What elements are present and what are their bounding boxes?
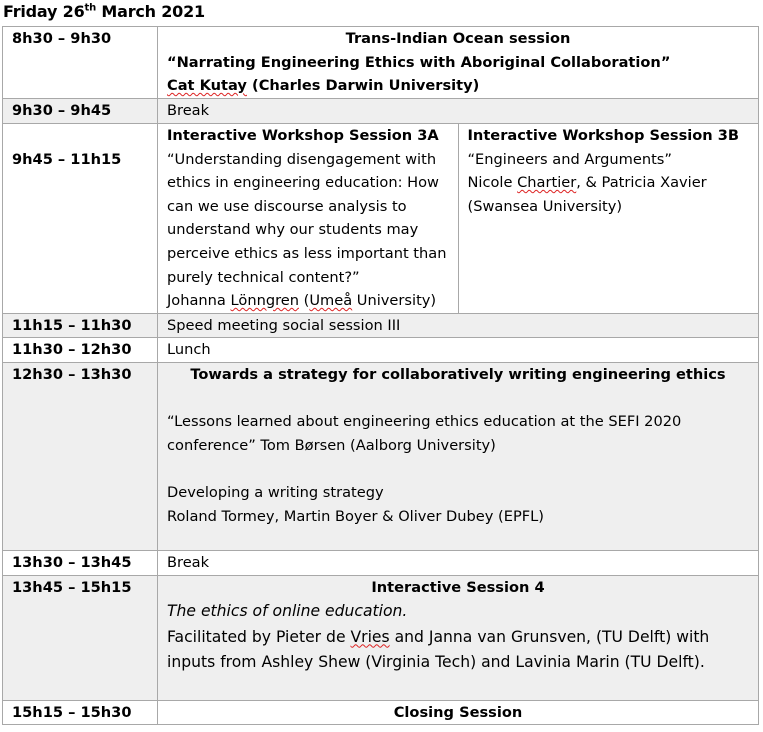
time-cell: 12h30 – 13h30 <box>3 362 158 550</box>
date-heading: Friday 26th March 2021 <box>3 2 205 21</box>
time-cell: 11h30 – 12h30 <box>3 338 158 363</box>
schedule-row <box>3 338 759 363</box>
session-cell: Speed meeting social session III <box>158 313 759 338</box>
schedule-row <box>3 313 759 338</box>
time-cell: 8h30 – 9h30 <box>3 27 158 99</box>
talk-line: Developing a writing strategy <box>167 483 384 501</box>
session-cell: Closing Session <box>158 700 759 725</box>
session-title: Towards a strategy for collaboratively writing engineering ethics <box>190 365 726 383</box>
facilitator-line: Facilitated by Pieter de Vries and Janna van Grunsven, (TU Delft) with <box>167 627 710 646</box>
session-topic: The ethics of online education. <box>167 602 408 621</box>
speaker: Cat Kutay (Charles Darwin University) <box>167 77 480 95</box>
workshop-3a-speaker: Johanna Lönngren (Umeå University) <box>167 292 437 310</box>
time-cell: 9h30 – 9h45 <box>3 99 158 124</box>
session-cell: Lunch <box>158 338 759 363</box>
workshop-3a-line: can we use discourse analysis to <box>167 197 407 215</box>
workshop-3a-line: understand why our students may <box>167 221 419 239</box>
time-cell: 9h45 – 11h15 <box>3 124 158 314</box>
schedule-table <box>2 26 759 725</box>
talk-line: conference” Tom Børsen (Aalborg University) <box>167 436 496 454</box>
workshop-3a-line: perceive ethics as less important than <box>167 244 447 262</box>
session-cell <box>158 575 759 700</box>
schedule-row <box>3 362 759 550</box>
talk-title: “Narrating Engineering Ethics with Aboriginal Collaboration” <box>167 53 671 71</box>
workshop-3b-talk: “Engineers and Arguments” <box>467 150 672 168</box>
talk-line: Roland Tormey, Martin Boyer & Oliver Dubey (EPFL) <box>167 507 544 525</box>
time-cell: 13h30 – 13h45 <box>3 550 158 575</box>
workshop-3b-title: Interactive Workshop Session 3B <box>467 127 740 144</box>
session-title: Interactive Session 4 <box>371 578 545 596</box>
schedule-row <box>3 700 759 725</box>
session-cell: Break <box>158 550 759 575</box>
workshop-3a-title: Interactive Workshop Session 3A <box>167 127 439 144</box>
time-cell: 13h45 – 15h15 <box>3 575 158 700</box>
workshop-3a-line: “Understanding disengagement with <box>167 150 437 168</box>
session-cell <box>158 362 759 550</box>
workshop-3b-cell <box>458 124 759 314</box>
session-cell <box>158 27 759 99</box>
schedule-row <box>3 27 759 99</box>
talk-line: “Lessons learned about engineering ethics education at the SEFI 2020 <box>167 413 682 431</box>
schedule-row <box>3 99 759 124</box>
workshop-3a-line: purely technical content?” <box>167 268 360 286</box>
workshop-3b-speaker: Nicole Chartier, & Patricia Xavier <box>467 174 707 192</box>
schedule-row <box>3 575 759 700</box>
workshop-3a-line: ethics in engineering education: How <box>167 174 439 192</box>
session-title: Trans-Indian Ocean session <box>345 30 571 47</box>
workshop-3b-affiliation: (Swansea University) <box>467 197 623 215</box>
schedule-row <box>3 124 759 314</box>
session-cell: Break <box>158 99 759 124</box>
schedule-row <box>3 550 759 575</box>
time-cell: 15h15 – 15h30 <box>3 700 158 725</box>
facilitator-line: inputs from Ashley Shew (Virginia Tech) and Lavinia Marin (TU Delft). <box>167 653 705 672</box>
time-cell: 11h15 – 11h30 <box>3 313 158 338</box>
workshop-3a-cell <box>158 124 459 314</box>
